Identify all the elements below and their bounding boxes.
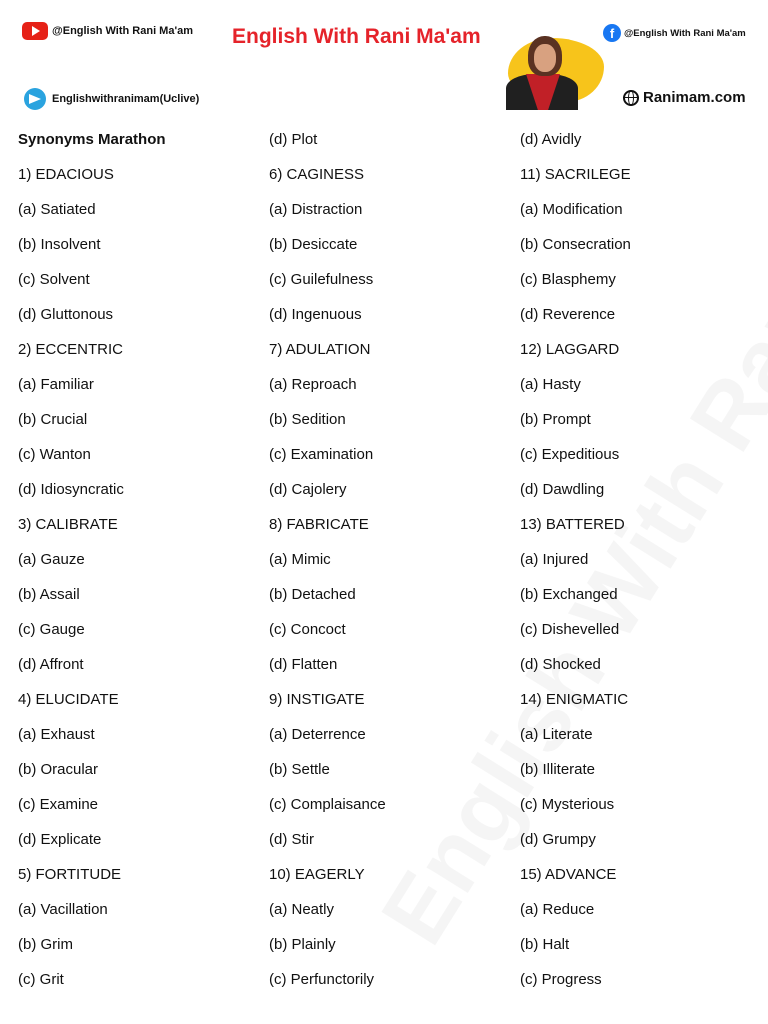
option-line: (d) Idiosyncratic [18, 481, 124, 498]
option-line: (b) Halt [520, 936, 570, 953]
option-line: (a) Injured [520, 551, 589, 568]
question-line: 5) FORTITUDE [18, 866, 122, 883]
question-line: 2) ECCENTRIC [18, 341, 124, 358]
option-line: (a) Deterrence [269, 726, 366, 743]
option-line: (c) Wanton [18, 446, 91, 463]
question-line: 3) CALIBRATE [18, 516, 118, 533]
portrait-face [534, 44, 556, 72]
column-1 [18, 122, 269, 997]
option-line: (b) Settle [269, 761, 330, 778]
telegram-icon [24, 88, 46, 110]
website-text: Ranimam.com [643, 89, 746, 106]
option-line: (c) Dishevelled [520, 621, 620, 638]
option-line: (c) Concoct [269, 621, 346, 638]
question-line: 10) EAGERLY [269, 866, 365, 883]
option-line: (d) Shocked [520, 656, 601, 673]
page-title: English With Rani Ma'am [232, 25, 481, 48]
option-line: (b) Assail [18, 586, 80, 603]
option-line: (c) Gauge [18, 621, 85, 638]
telegram-link[interactable] [24, 88, 199, 110]
option-line: (c) Blasphemy [520, 271, 616, 288]
option-line: (a) Gauze [18, 551, 85, 568]
option-line: (b) Desiccate [269, 236, 358, 253]
option-line: (b) Illiterate [520, 761, 596, 778]
option-line: (a) Literate [520, 726, 593, 743]
option-line: (c) Examination [269, 446, 374, 463]
option-line: (d) Plot [269, 131, 318, 148]
option-line: (c) Solvent [18, 271, 90, 288]
option-line: (d) Explicate [18, 831, 102, 848]
heading: Synonyms Marathon [18, 131, 166, 148]
option-line: (b) Insolvent [18, 236, 101, 253]
column-2 [269, 122, 520, 997]
option-line: (b) Oracular [18, 761, 99, 778]
option-line: (d) Reverence [520, 306, 616, 323]
question-line: 7) ADULATION [269, 341, 371, 358]
option-line: (d) Dawdling [520, 481, 605, 498]
column-3 [520, 122, 768, 997]
option-line: (d) Gluttonous [18, 306, 114, 323]
youtube-icon [22, 22, 48, 40]
option-line: (d) Cajolery [269, 481, 347, 498]
facebook-link[interactable] [603, 24, 746, 42]
question-line: 15) ADVANCE [520, 866, 617, 883]
option-line: (b) Grim [18, 936, 73, 953]
option-line: (a) Neatly [269, 901, 335, 918]
option-line: (a) Mimic [269, 551, 331, 568]
option-line: (a) Hasty [520, 376, 581, 393]
option-line: (d) Affront [18, 656, 84, 673]
option-line: (d) Ingenuous [269, 306, 362, 323]
option-line: (a) Exhaust [18, 726, 95, 743]
question-line: 6) CAGINESS [269, 166, 365, 183]
option-line: (a) Reproach [269, 376, 357, 393]
option-line: (a) Satiated [18, 201, 96, 218]
option-line: (b) Plainly [269, 936, 336, 953]
question-line: 11) SACRILEGE [520, 166, 631, 183]
option-line: (b) Detached [269, 586, 356, 603]
option-line: (c) Mysterious [520, 796, 615, 813]
globe-icon [623, 90, 639, 106]
option-line: (c) Examine [18, 796, 99, 813]
question-line: 4) ELUCIDATE [18, 691, 119, 708]
question-line: 1) EDACIOUS [18, 166, 114, 183]
option-line: (a) Reduce [520, 901, 595, 918]
question-line: 9) INSTIGATE [269, 691, 365, 708]
youtube-link[interactable] [22, 22, 193, 40]
question-line: 13) BATTERED [520, 516, 625, 533]
question-line: 8) FABRICATE [269, 516, 369, 533]
option-line: (b) Consecration [520, 236, 631, 253]
option-line: (d) Avidly [520, 131, 582, 148]
option-line: (c) Grit [18, 971, 64, 988]
question-line: 12) LAGGARD [520, 341, 620, 358]
option-line: (c) Progress [520, 971, 602, 988]
option-line: (d) Grumpy [520, 831, 596, 848]
option-line: (a) Modification [520, 201, 623, 218]
header [0, 0, 768, 120]
facebook-icon: f [603, 24, 621, 42]
option-line: (a) Vacillation [18, 901, 108, 918]
option-line: (d) Stir [269, 831, 314, 848]
option-line: (c) Guilefulness [269, 271, 374, 288]
synonyms-grid [18, 122, 768, 997]
question-line: 14) ENIGMATIC [520, 691, 629, 708]
option-line: (b) Crucial [18, 411, 88, 428]
option-line: (b) Exchanged [520, 586, 618, 603]
option-line: (c) Perfunctorily [269, 971, 375, 988]
website-link[interactable] [623, 89, 746, 106]
option-line: (b) Sedition [269, 411, 346, 428]
option-line: (a) Familiar [18, 376, 94, 393]
youtube-handle: @English With Rani Ma'am [52, 25, 193, 37]
option-line: (c) Complaisance [269, 796, 386, 813]
teacher-portrait [500, 30, 606, 110]
telegram-handle: Englishwithranimam(Uclive) [52, 93, 200, 105]
option-line: (a) Distraction [269, 201, 363, 218]
option-line: (d) Flatten [269, 656, 338, 673]
facebook-handle: @English With Rani Ma'am [624, 27, 746, 39]
option-line: (c) Expeditious [520, 446, 620, 463]
option-line: (b) Prompt [520, 411, 591, 428]
